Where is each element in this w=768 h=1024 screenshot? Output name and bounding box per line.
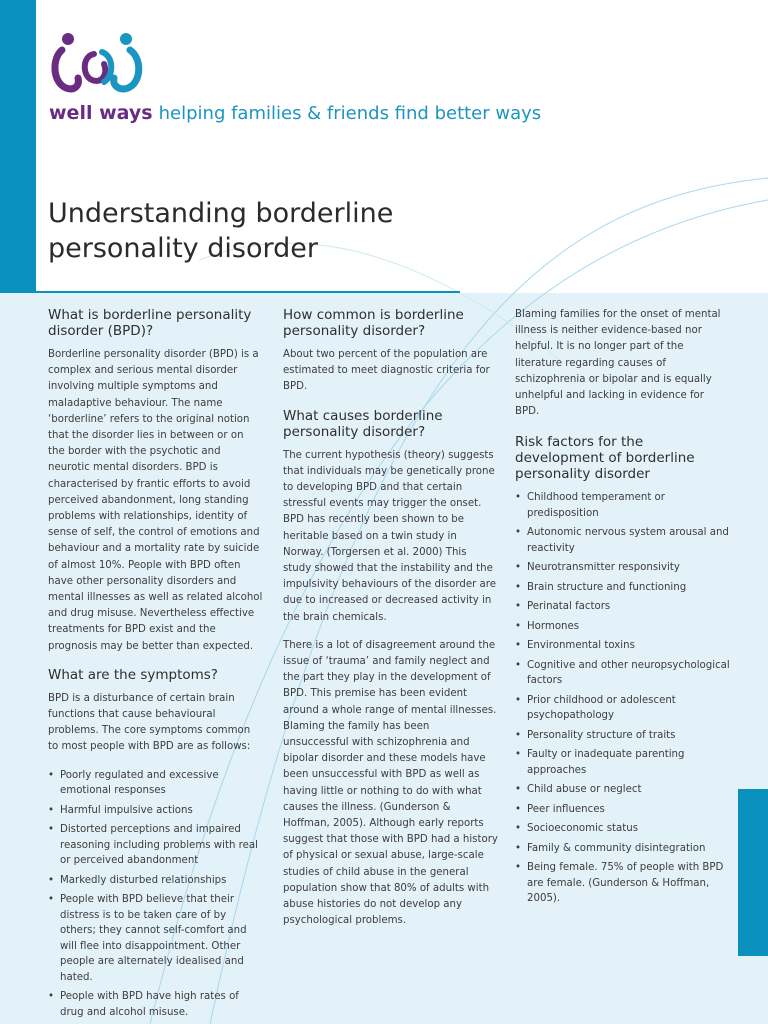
- list-item: • Peer influences: [515, 802, 730, 818]
- list-item: • Being female. 75% of people with BPD are female. (Gunderson & Hoffman, 2005).: [515, 860, 730, 907]
- list-item: • Family & community disintegration: [515, 841, 730, 857]
- column-3: [515, 307, 730, 911]
- heading-what-is-bpd: What is borderline personality disorder (BPD)?: [48, 307, 252, 339]
- list-item: • Markedly disturbed relationships: [48, 873, 263, 889]
- list-item: • Perinatal factors: [515, 599, 730, 615]
- list-item: • Socioeconomic status: [515, 821, 730, 837]
- title-divider: [36, 291, 460, 293]
- list-item: • Autonomic nervous system arousal and reactivity: [515, 525, 730, 556]
- brand-tagline: helping families & friends find better ways: [158, 103, 542, 124]
- list-item: • Environmental toxins: [515, 638, 730, 654]
- heading-symptoms: What are the symptoms?: [48, 666, 218, 683]
- symptoms-list: [48, 768, 263, 1021]
- list-item: • Childhood temperament or predisposition: [515, 490, 730, 521]
- page-title: Understanding borderline personality disorder: [48, 198, 394, 264]
- list-item: • Prior childhood or adolescent psychopathology: [515, 693, 730, 724]
- paragraph-how-common: About two percent of the population are estimated to meet diagnostic criteria for BPD.: [283, 349, 490, 393]
- heading-risk-factors: Risk factors for the development of borderline personality disorder: [515, 434, 695, 483]
- list-item: • Brain structure and functioning: [515, 580, 730, 596]
- heading-how-common: How common is borderline personality disorder?: [283, 307, 464, 339]
- paragraph-symptoms: BPD is a disturbance of certain brain functions that cause behavioural problems. The core symptoms common to most people with BPD are as follows:: [48, 692, 251, 753]
- risk-factors-list: [515, 490, 730, 907]
- brand-name: well ways: [49, 102, 153, 124]
- list-item: • People with BPD have high rates of drug and alcohol misuse.: [48, 989, 263, 1020]
- list-item: • Harmful impulsive actions: [48, 803, 263, 819]
- list-item: • Cognitive and other neuropsychological factors: [515, 658, 730, 689]
- column-1: [48, 307, 263, 1024]
- paragraph-what-is-bpd: Borderline personality disorder (BPD) is a complex and serious mental disorder involving multiple symptoms and maladaptive behaviour. The name ‘borderline’ refers to the original notion that the disorder lies in between or on the border with the psychotic and neurotic mental disorders. BPD is characterised by frantic efforts to avoid perceived abandonment, long standing problems with relationships, identity of sense of self, the control of emotions and behaviour and a mortality rate by suicide of almost 10%. People with BPD often have other personality disorders and mental illnesses as well as related alcohol and drug misuse. Nevertheless effective treatments for BPD exist and the prognosis may be better than expected.: [48, 349, 263, 652]
- paragraph-blaming-families: Blaming families for the onset of mental illness is neither evidence-based nor helpful. It is no longer part of the literature regarding causes of schizophrenia or bipolar and is equally unhelpful and lacking in evidence for BPD.: [515, 309, 721, 418]
- list-item: • Child abuse or neglect: [515, 782, 730, 798]
- paragraph-causes-1: The current hypothesis (theory) suggests that individuals may be genetically prone to developing BPD and that certain stressful events may trigger the onset. BPD has recently been shown to be heritable based on a twin study in Norway. (Torgersen et al. 2000) This study showed that the instability and the impulsivity behaviours of the disorder are due to increased or decreased activity in the brain chemicals.: [283, 449, 496, 623]
- heading-causes: What causes borderline personality disorder?: [283, 407, 443, 440]
- list-item: • People with BPD believe that their distress is to be taken care of by others; they cannot self-comfort and will flee into disappointment. Other people are alternately idealised and hated.: [48, 892, 263, 985]
- wellways-logo-icon: [48, 30, 148, 98]
- list-item: • Personality structure of traits: [515, 728, 730, 744]
- list-item: • Hormones: [515, 619, 730, 635]
- list-item: • Faulty or inadequate parenting approaches: [515, 747, 730, 778]
- list-item: • Poorly regulated and excessive emotional responses: [48, 768, 263, 799]
- list-item: • Neurotransmitter responsivity: [515, 560, 730, 576]
- column-2: [283, 307, 498, 942]
- paragraph-causes-2: There is a lot of disagreement around the issue of ‘trauma’ and family neglect and the part they play in the development of BPD. This premise has been evident around a whole range of mental illnesses. Blaming the family has been unsuccessful with schizophrenia and bipolar disorder and these models have been unsuccessful with BPD as well as having little or nothing to do with what causes the illness. (Gunderson & Hoffman, 2005). Although early reports suggest that those with BPD had a history of physical or sexual abuse, large-scale studies of child abuse in the general population show that 80% of adults with abuse histories do not develop any psychological problems.: [283, 639, 498, 927]
- list-item: • Distorted perceptions and impaired reasoning including problems with real or perceived abandonment: [48, 822, 263, 869]
- brand-line: [49, 102, 541, 124]
